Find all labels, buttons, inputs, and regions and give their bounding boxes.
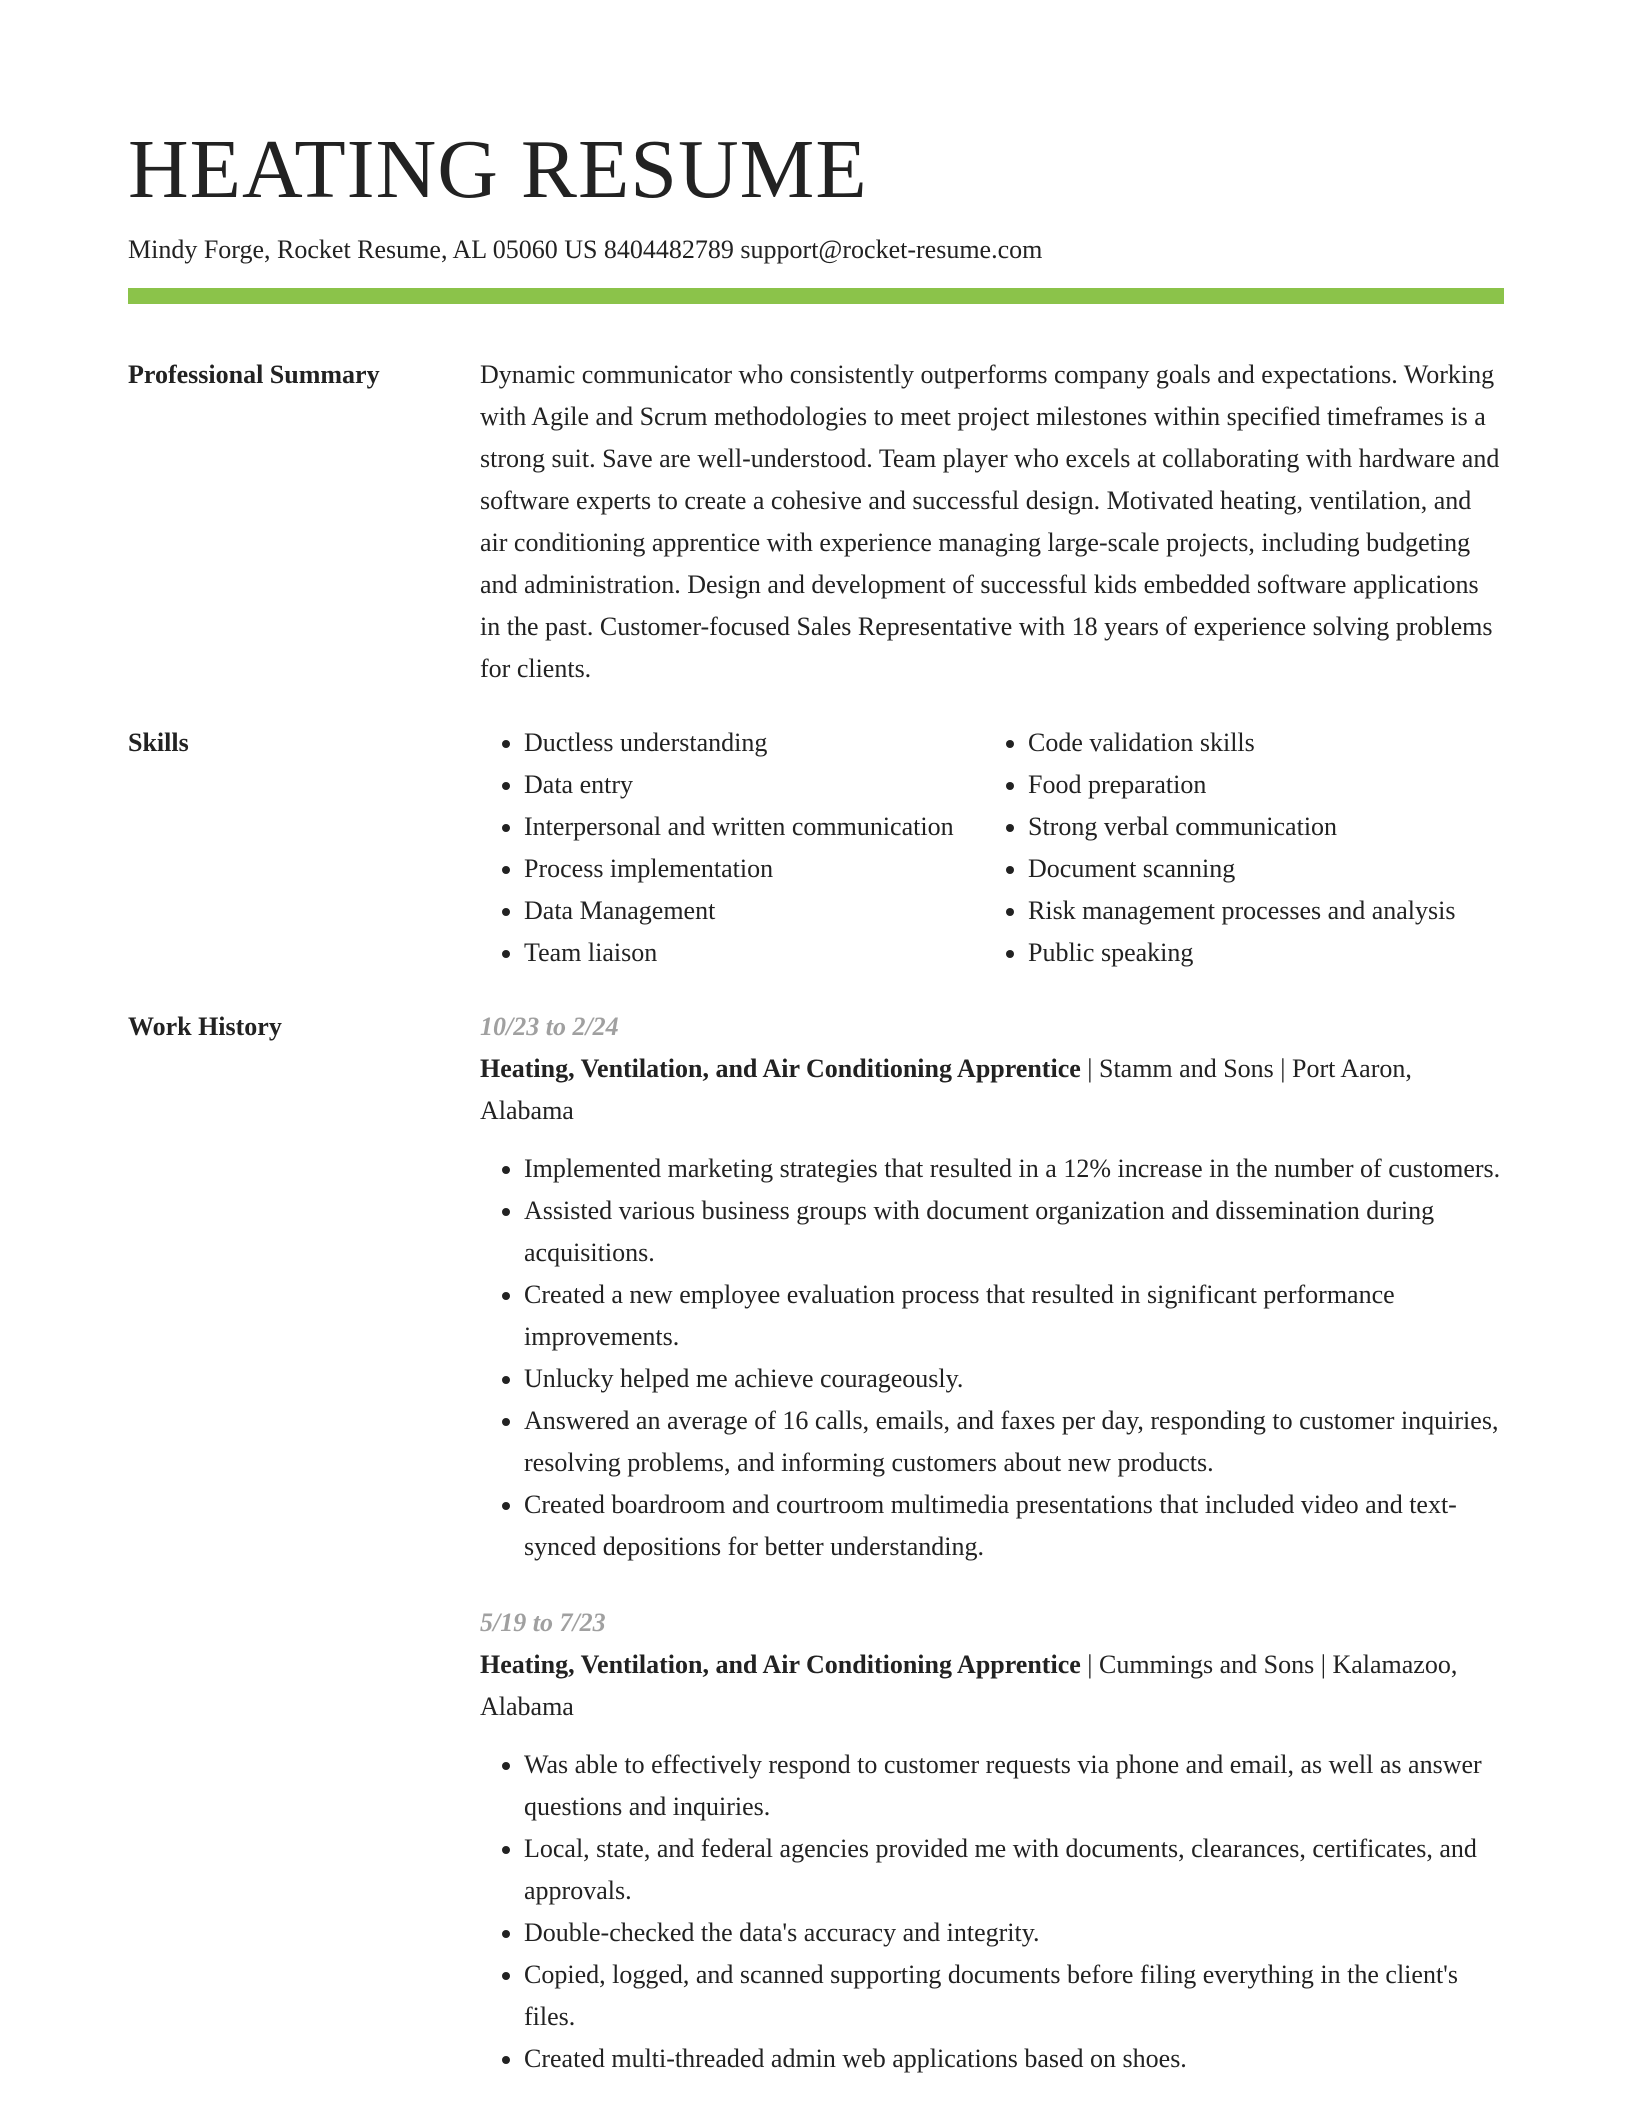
skills-columns (480, 722, 1504, 974)
skill-item: • Interpersonal and written communication (524, 806, 984, 848)
skill-item: • Process implementation (524, 848, 984, 890)
work-history-section (128, 1006, 1504, 2080)
job-heading (480, 1048, 1504, 1132)
job-bullet-list (480, 1148, 1504, 1568)
job-bullet: • Copied, logged, and scanned supporting documents before filing everything in the client's files. (524, 1954, 1504, 2038)
skill-item: • Strong verbal communication (1028, 806, 1504, 848)
job-bullet: • Was able to effectively respond to customer requests via phone and email, as well as answer questions and inquiries. (524, 1744, 1504, 1828)
accent-divider (128, 288, 1504, 304)
job-employer-location: | Stamm and Sons | Port Aaron, Alabama (480, 1054, 1412, 1125)
contact-line: Mindy Forge, Rocket Resume, AL 05060 US 8404482789 support@rocket-resume.com (128, 235, 1043, 264)
job-bullet: • Created boardroom and courtroom multimedia presentations that included video and text-synced depositions for better understanding. (524, 1484, 1504, 1568)
job-bullet: • Answered an average of 16 calls, emails, and faxes per day, responding to customer inquiries, resolving problems, and informing customers about new products. (524, 1400, 1504, 1484)
job-bullet: • Created a new employee evaluation process that resulted in significant performance improvements. (524, 1274, 1504, 1358)
job-dates: 5/19 to 7/23 (480, 1608, 606, 1637)
job-bullet: • Implemented marketing strategies that resulted in a 12% increase in the number of customers. (524, 1148, 1504, 1190)
job-bullet-list (480, 1744, 1504, 2080)
skill-item: • Team liaison (524, 932, 984, 974)
job-bullet: • Local, state, and federal agencies provided me with documents, clearances, certificates, and approvals. (524, 1828, 1504, 1912)
professional-summary-section (128, 354, 1504, 690)
skill-item: • Document scanning (1028, 848, 1504, 890)
skill-item: • Public speaking (1028, 932, 1504, 974)
work-history-body (480, 1006, 1504, 2080)
skill-item: • Data entry (524, 764, 984, 806)
skills-list-right (984, 722, 1504, 974)
resume-title: HEATING RESUME (128, 123, 868, 216)
skill-item: • Food preparation (1028, 764, 1504, 806)
skills-body (480, 722, 1504, 974)
job-bullet: • Unlucky helped me achieve courageously. (524, 1358, 1504, 1400)
skill-item: • Data Management (524, 890, 984, 932)
section-label-skills: Skills (128, 728, 189, 757)
job-title: Heating, Ventilation, and Air Conditioning Apprentice (480, 1650, 1081, 1679)
skill-item: • Code validation skills (1028, 722, 1504, 764)
job-entry (480, 1006, 1504, 1568)
summary-text: Dynamic communicator who consistently outperforms company goals and expectations. Working with Agile and Scrum methodologies to meet project milestones within specified timeframes is a strong suit. Save are well-understood. Team player who excels at collaborating with hardware and software experts to create a cohesive and successful design. Motivated heating, ventilation, and air conditioning apprentice with experience managing large-scale projects, including budgeting and administration. Design and development of successful kids embedded software applications in the past. Customer-focused Sales Representative with 18 years of experience solving problems for clients. (480, 360, 1500, 683)
section-label-work: Work History (128, 1012, 282, 1041)
skills-list-left (480, 722, 984, 974)
job-bullet: • Assisted various business groups with document organization and dissemination during acquisitions. (524, 1190, 1504, 1274)
job-entry (480, 1602, 1504, 2080)
job-bullet: • Double-checked the data's accuracy and integrity. (524, 1912, 1504, 1954)
job-employer-location: | Cummings and Sons | Kalamazoo, Alabama (480, 1650, 1458, 1721)
job-title: Heating, Ventilation, and Air Conditioning Apprentice (480, 1054, 1081, 1083)
skills-section (128, 722, 1504, 974)
job-heading (480, 1644, 1504, 1728)
job-bullet: • Created multi-threaded admin web applications based on shoes. (524, 2038, 1504, 2080)
section-label-summary: Professional Summary (128, 360, 380, 389)
skill-item: • Risk management processes and analysis (1028, 890, 1504, 932)
skill-item: • Ductless understanding (524, 722, 984, 764)
job-dates: 10/23 to 2/24 (480, 1012, 619, 1041)
